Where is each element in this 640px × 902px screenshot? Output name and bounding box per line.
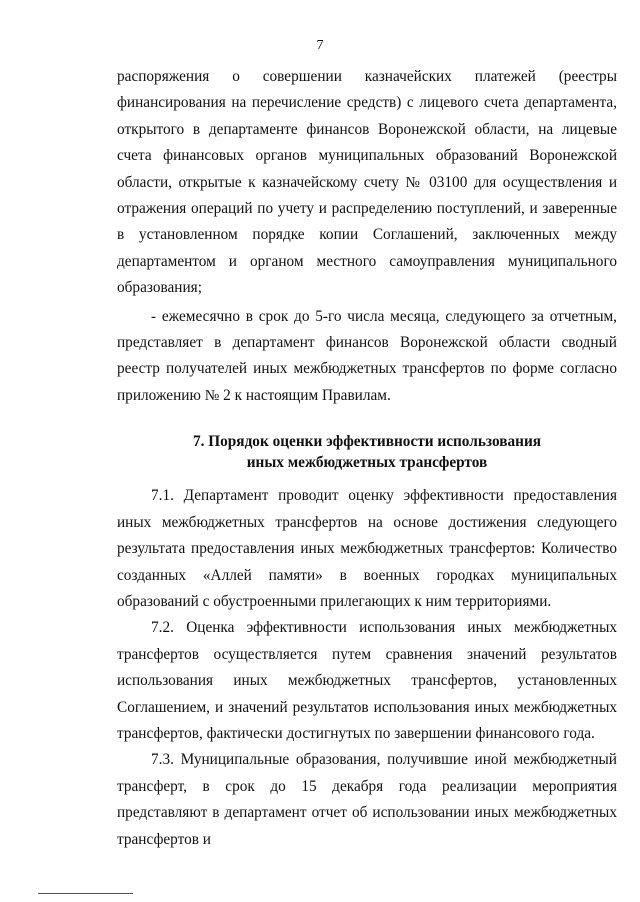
paragraph-monthly-report: - ежемесячно в срок до 5-го числа месяца, следующего за отчетным, представляет в департамент финансов Воронежской области сводный реестр получателей иных межбюджетных трансфертов по форме согласно приложению № 2 к настоящим Правилам. — [117, 307, 617, 404]
section-heading-line-1: 7. Порядок оценки эффективности использования — [192, 433, 542, 451]
clause-7-1: 7.1. Департамент проводит оценку эффективности предоставления иных межбюджетных трансфертов на основе достижения следующего результата предоставления иных межбюджетных трансфертов: Количество созданных «Аллей памяти» в военных городках муниципальных образований с обустроенными прилегающих к ним территориями. — [117, 487, 617, 610]
section-heading-line-2: иных межбюджетных трансфертов — [246, 454, 488, 472]
page-number: 7 — [316, 38, 324, 53]
paragraph-continuation: распоряжения о совершении казначейских платежей (реестры финансирования на перечисление средств) с лицевого счета департамента, открытого в департаменте финансов Воронежской области, на лицевые счета финансовых органов муниципальных образований Воронежской области, открытые к казначейскому счету № 03100 для осуществления и отражения операций по учету и распределению поступлений, и заверенные в установленном порядке копии Соглашений, заключенных между департаментом и органом местного самоуправления муниципального образования; — [117, 68, 617, 297]
section-heading — [117, 431, 617, 473]
page-edge-line — [38, 893, 133, 894]
clause-7-3: 7.3. Муниципальные образования, получившие иной межбюджетный трансферт, в срок до 15 декабря года реализации мероприятия представляют в департамент отчет об использовании иных межбюджетных трансфертов и — [117, 751, 617, 848]
document-body — [117, 64, 617, 853]
clause-7-2: 7.2. Оценка эффективности использования иных межбюджетных трансфертов осуществляется путем сравнения значений результатов использования иных межбюджетных трансфертов, установленных Соглашением, и значений результатов использования иных межбюджетных трансфертов, фактически достигнутых по завершении финансового года. — [117, 619, 617, 742]
